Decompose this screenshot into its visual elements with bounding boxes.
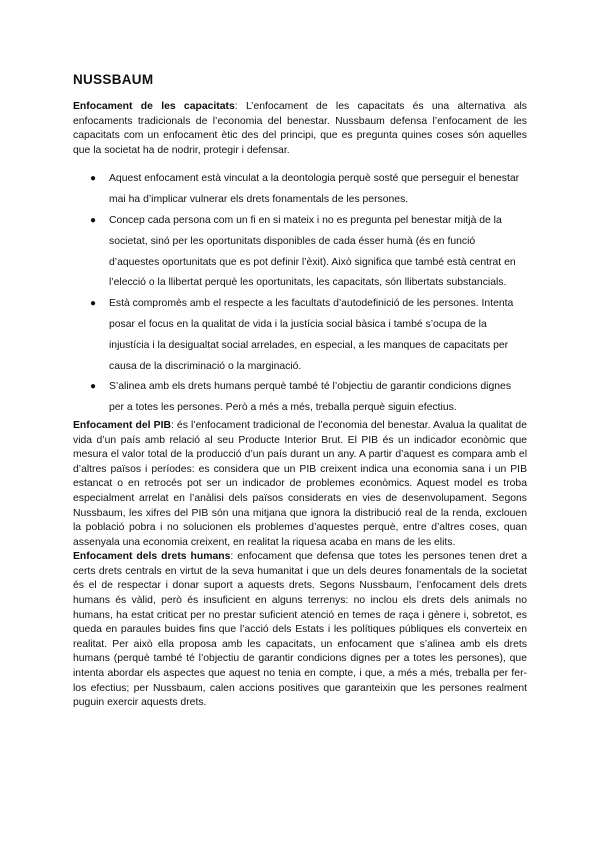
section-text: : L’enfocament de les capacitats és una alternativa als enfocaments tradicionals de l’economia del benestar. Nussbaum defensa l’enfocament de les capacitats com un enfocament ètic des del principi, que es pregunta quines coses són aquelles que la societat ha de nodrir, protegir i defensar. — [73, 101, 527, 156]
list-item — [73, 169, 527, 211]
bullet-icon: ● — [90, 298, 97, 310]
section-heading: Enfocament del PIB — [73, 419, 171, 431]
list-item — [73, 211, 527, 294]
section-heading: Enfocament de les capacitats — [73, 101, 235, 112]
list-item — [73, 294, 527, 377]
section-human-rights — [73, 550, 527, 711]
section-heading: Enfocament dels drets humans — [73, 551, 231, 563]
section-capabilities — [73, 100, 527, 158]
section-gdp — [73, 419, 527, 550]
list-item-text: S’alinea amb els drets humans perquè també té l’objectiu de garantir condicions dignes per a totes les persones. Però a més a més, treballa perquè siguin efectius. — [109, 381, 512, 414]
list-item — [73, 377, 527, 419]
section-text: : és l’enfocament tradicional de l’economia del benestar. Avalua la qualitat de vida d’un país amb relació al seu Producte Interior Brut. El PIB és un indicador econòmic que mesura el valor total de la producció d’un país durant un any. A partir d’aquest es compara amb el d’altres països i períodes: es considera que un PIB creixent indica una economia sana i un PIB estancat o en retrocés pot ser un indicador de problemes econòmics. Aquest model es troba especialment arrelat en l’anàlisi dels països considerats en vies de desenvolupament. Segons Nussbaum, les xifres del PIB són una mitjana que ignora la distribució real de la renda, exclouen la població pobra i no solucionen els problemes d’aquestes perquè, entre d’altres coses, quan assenyala una economia creixent, en realitat la riquesa acaba en mans de les elits. — [73, 419, 527, 548]
bullet-list — [73, 169, 527, 419]
section-text: : enfocament que defensa que totes les persones tenen dret a certs drets centrals en virtut de la seva humanitat i que un dels deures fonamentals de la societat és el de respectar i donar suport a aquests drets. Segons Nussbaum, l’enfocament dels drets humans és vàlid, però és insuficient en alguns terrenys: no inclou els drets dels animals no humans, ha estat criticat per no prestar suficient atenció en temes de raça i gènere i, sobretot, es queda en paraules buides fins que l’acció dels Estats i les polítiques públiques els converteix en realitat. Per això ella proposa amb les capacitats, un enfocament que s’alinea amb els drets humans (perquè també té l’objectiu de garantir condicions dignes per a totes les persones), que intenta abordar els aspectes que aquest no tenia en compte, i que, a més a més, treballa per fer-los efectius; per Nussbaum, calen accions positives que garanteixin que les persones realment puguin exercir aquests drets. — [73, 551, 527, 709]
document-title: NUSSBAUM — [73, 72, 154, 87]
bullet-icon: ● — [90, 381, 97, 393]
list-item-text: Està compromès amb el respecte a les facultats d’autodefinició de les persones. Intenta posar el focus en la qualitat de vida i la justícia social bàsica i també s’ocupa de la injustícia i la desigualtat social arrelades, en especial, a les manques de capacitats per causa de la discriminació o la marginació. — [109, 298, 514, 372]
bullet-icon: ● — [90, 173, 97, 185]
bullet-icon: ● — [90, 214, 97, 226]
list-item-text: Concep cada persona com un fi en si mateix i no es pregunta pel benestar mitjà de la societat, sinó per les oportunitats disponibles de cada ésser humà (és en funció d’aquestes oportunitats que es pot definir l’èxit). Això significa que també està centrat en l’elecció o la llibertat perquè les oportunitats, les capacitats, són llibertats substancials. — [109, 214, 516, 289]
list-item-text: Aquest enfocament està vinculat a la deontologia perquè sosté que perseguir el benestar mai ha d’implicar vulnerar els drets fonamentals de les persones. — [109, 173, 520, 206]
